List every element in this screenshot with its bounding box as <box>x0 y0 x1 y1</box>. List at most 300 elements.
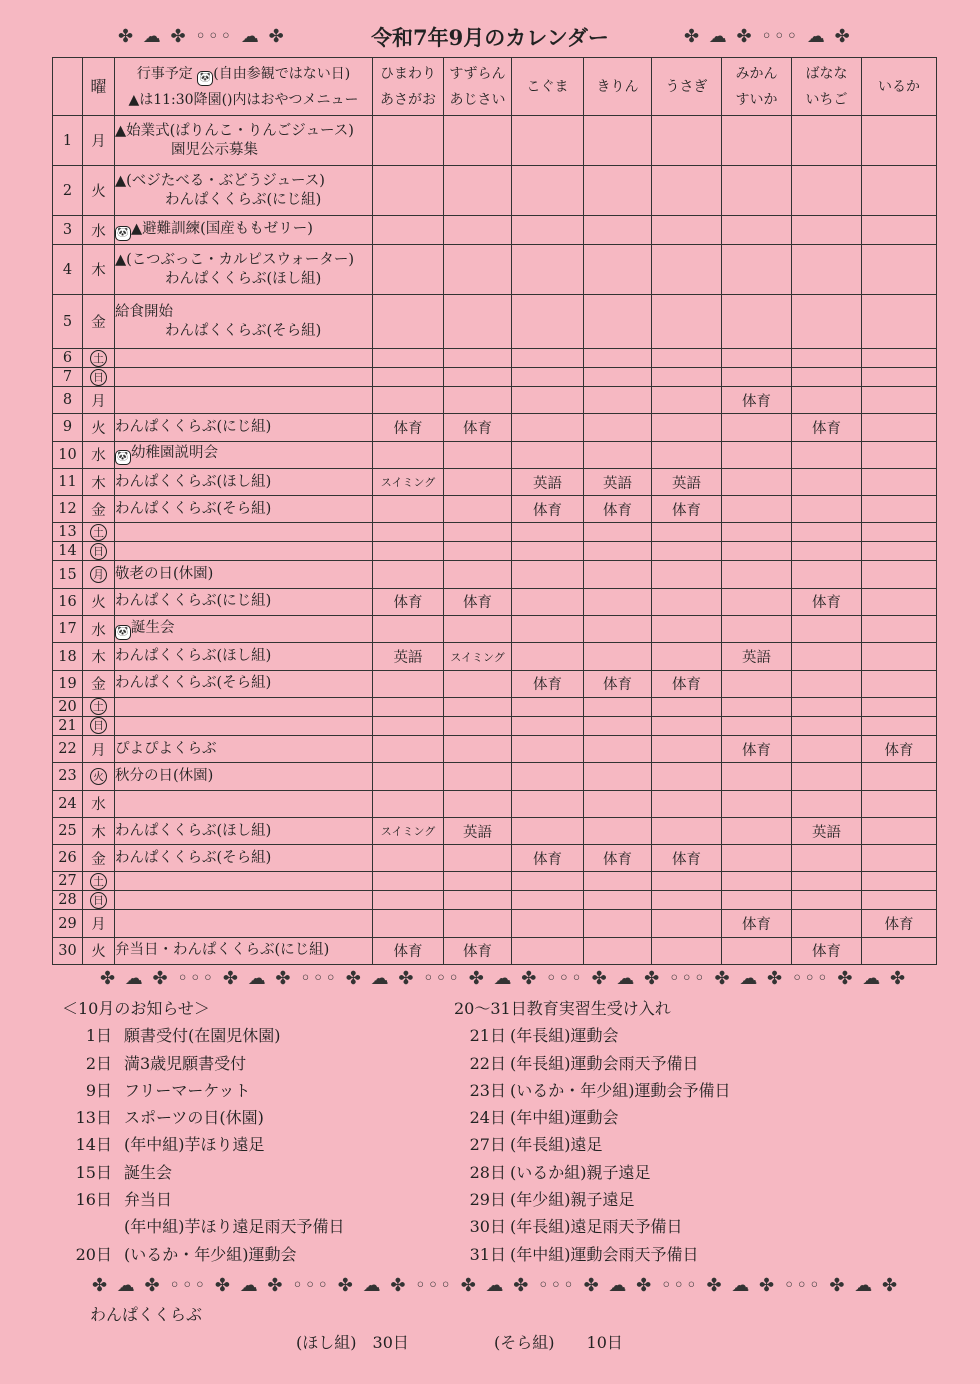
class-activity-cell <box>652 616 722 643</box>
day-number: 15 <box>53 561 83 588</box>
class-activity-cell <box>444 468 512 495</box>
day-number: 18 <box>53 643 83 670</box>
calendar-row <box>53 790 937 817</box>
weekday: 水 <box>83 790 115 817</box>
class-activity-cell <box>792 845 862 872</box>
class-activity-cell <box>512 790 584 817</box>
october-heading: ＜10月のお知らせ＞ <box>62 999 210 1018</box>
class-activity-cell <box>722 368 792 387</box>
class-activity-cell <box>722 937 792 964</box>
calendar-row <box>53 542 937 561</box>
class-activity-cell <box>373 670 444 697</box>
class-activity-cell: 体育 <box>444 588 512 615</box>
class-activity-cell <box>584 441 652 468</box>
class-activity-cell <box>792 368 862 387</box>
event-cell: わんぱくくらぶ(ほし組) <box>115 817 373 844</box>
class-activity-cell <box>584 735 652 762</box>
class-activity-cell: スイミング <box>373 468 444 495</box>
class-activity-cell <box>862 817 937 844</box>
class-activity-cell <box>792 790 862 817</box>
class-activity-cell: 体育 <box>373 588 444 615</box>
class-activity-cell <box>862 245 937 295</box>
class-activity-cell: 英語 <box>584 468 652 495</box>
class-activity-cell <box>584 414 652 441</box>
october-notice-item: 13日 スポーツの日(休園) <box>75 1108 264 1128</box>
weekday: 土 <box>83 349 115 368</box>
class-activity-cell <box>792 349 862 368</box>
day-number: 19 <box>53 670 83 697</box>
event-cell: ▲(こつぶっこ・カルピスウォーター) わんぱくくらぶ(ほし組) <box>115 245 373 295</box>
class-activity-cell <box>722 116 792 166</box>
class-activity-cell <box>584 817 652 844</box>
weekday: 金 <box>83 295 115 349</box>
calendar-row <box>53 763 937 790</box>
weekday: 木 <box>83 817 115 844</box>
october-notice-item: 14日 (年中組)芋ほり遠足 <box>75 1135 265 1155</box>
event-cell: わんぱくくらぶ(そら組) <box>115 670 373 697</box>
day-number: 24 <box>53 790 83 817</box>
class-activity-cell <box>652 295 722 349</box>
day-number: 6 <box>53 349 83 368</box>
class-activity-cell <box>722 349 792 368</box>
class-activity-cell <box>373 910 444 937</box>
class-activity-cell <box>792 763 862 790</box>
event-cell: わんぱくくらぶ(にじ組) <box>115 414 373 441</box>
panda-icon: 🐼 <box>197 71 213 86</box>
class-activity-cell <box>444 910 512 937</box>
class-activity-cell <box>444 542 512 561</box>
event-cell: 🐼 幼稚園説明会 <box>115 441 373 468</box>
class-header: ひまわり あさがお <box>373 58 444 116</box>
class-activity-cell <box>373 368 444 387</box>
calendar-row <box>53 166 937 216</box>
class-activity-cell <box>792 891 862 910</box>
class-activity-cell: 体育 <box>792 937 862 964</box>
class-activity-cell <box>722 817 792 844</box>
class-activity-cell <box>584 116 652 166</box>
calendar-row <box>53 387 937 414</box>
class-activity-cell <box>722 716 792 735</box>
class-activity-cell <box>652 735 722 762</box>
class-activity-cell <box>444 216 512 245</box>
class-activity-cell <box>652 790 722 817</box>
class-activity-cell: 体育 <box>373 937 444 964</box>
calendar-row <box>53 616 937 643</box>
clover-border-bottom: ✤ ☁ ✤ ◦◦◦ ✤ ☁ ✤ ◦◦◦ ✤ ☁ ✤ ◦◦◦ ✤ ☁ ✤ ◦◦◦ ✤ ☁ ✤ ◦◦◦ ✤ ☁ ✤ ◦◦◦ ✤ ☁ ✤ <box>92 1275 900 1296</box>
calendar-row <box>53 872 937 891</box>
class-activity-cell <box>792 716 862 735</box>
class-activity-cell <box>722 542 792 561</box>
day-number: 25 <box>53 817 83 844</box>
class-activity-cell <box>792 387 862 414</box>
class-activity-cell <box>652 817 722 844</box>
event-cell: 給食開始 わんぱくくらぶ(そら組) <box>115 295 373 349</box>
class-activity-cell <box>444 349 512 368</box>
class-activity-cell <box>584 542 652 561</box>
class-activity-cell: 体育 <box>584 845 652 872</box>
weekday: 月 <box>83 387 115 414</box>
class-activity-cell <box>792 697 862 716</box>
class-activity-cell <box>652 216 722 245</box>
day-number: 10 <box>53 441 83 468</box>
class-activity-cell <box>512 616 584 643</box>
event-cell: わんぱくくらぶ(そら組) <box>115 845 373 872</box>
class-activity-cell <box>584 349 652 368</box>
weekday: 月 <box>83 116 115 166</box>
class-activity-cell <box>792 441 862 468</box>
class-activity-cell <box>862 763 937 790</box>
calendar-row <box>53 468 937 495</box>
class-activity-cell <box>512 735 584 762</box>
weekday: 火 <box>83 166 115 216</box>
class-activity-cell: 体育 <box>792 414 862 441</box>
wanpaku-title: わんぱくくらぶ <box>90 1305 203 1324</box>
class-activity-cell <box>512 414 584 441</box>
class-activity-cell <box>584 561 652 588</box>
calendar-row <box>53 716 937 735</box>
class-activity-cell <box>373 295 444 349</box>
class-activity-cell <box>722 166 792 216</box>
calendar-row <box>53 295 937 349</box>
class-activity-cell <box>512 643 584 670</box>
class-activity-cell <box>652 891 722 910</box>
day-number-header <box>53 58 83 116</box>
day-number: 30 <box>53 937 83 964</box>
class-activity-cell: 体育 <box>584 496 652 523</box>
calendar-row <box>53 245 937 295</box>
october-notice-item: 1日 願書受付(在園児休園) <box>85 1026 281 1046</box>
class-activity-cell <box>584 523 652 542</box>
weekday: 木 <box>83 468 115 495</box>
class-activity-cell: 英語 <box>512 468 584 495</box>
class-activity-cell <box>652 588 722 615</box>
class-activity-cell <box>444 891 512 910</box>
event-cell <box>115 790 373 817</box>
class-header: いるか <box>862 58 937 116</box>
class-activity-cell <box>512 441 584 468</box>
class-activity-cell <box>722 245 792 295</box>
calendar-row <box>53 216 937 245</box>
class-activity-cell <box>444 872 512 891</box>
calendar-row <box>53 496 937 523</box>
class-activity-cell <box>652 349 722 368</box>
calendar-row <box>53 697 937 716</box>
calendar-row <box>53 735 937 762</box>
class-activity-cell <box>444 116 512 166</box>
day-number: 3 <box>53 216 83 245</box>
class-activity-cell <box>373 166 444 216</box>
weekday: 日 <box>83 368 115 387</box>
class-activity-cell <box>584 910 652 937</box>
class-activity-cell <box>584 295 652 349</box>
class-activity-cell <box>652 716 722 735</box>
october-notice-item: 23日 (いるか・年少組)運動会予備日 <box>469 1080 731 1100</box>
class-activity-cell <box>722 763 792 790</box>
class-activity-cell <box>792 523 862 542</box>
october-notice-item: 29日 (年少組)親子遠足 <box>469 1190 635 1210</box>
class-activity-cell <box>862 414 937 441</box>
class-activity-cell <box>652 368 722 387</box>
header-row <box>53 58 937 116</box>
october-notice-item: 15日 誕生会 <box>75 1162 173 1182</box>
day-number: 26 <box>53 845 83 872</box>
calendar-table <box>52 57 937 965</box>
class-activity-cell <box>862 523 937 542</box>
class-activity-cell <box>373 441 444 468</box>
day-number: 5 <box>53 295 83 349</box>
class-activity-cell: 体育 <box>512 670 584 697</box>
class-activity-cell <box>512 697 584 716</box>
event-header: 行事予定 🐼 (自由参観ではない日) ▲は11:30降園()内はおやつメニュー <box>115 58 373 116</box>
class-activity-cell <box>584 216 652 245</box>
class-activity-cell <box>862 697 937 716</box>
weekday: 月 <box>83 910 115 937</box>
event-cell: 秋分の日(休園) <box>115 763 373 790</box>
class-activity-cell <box>512 817 584 844</box>
class-activity-cell <box>792 216 862 245</box>
class-activity-cell <box>652 387 722 414</box>
class-activity-cell <box>512 166 584 216</box>
class-activity-cell <box>792 670 862 697</box>
class-activity-cell <box>373 735 444 762</box>
class-activity-cell <box>722 468 792 495</box>
clover-decoration-left: ✤ ☁ ✤ ◦◦◦ ☁ ✤ <box>118 26 286 47</box>
calendar-row <box>53 845 937 872</box>
class-activity-cell <box>722 295 792 349</box>
weekday: 金 <box>83 845 115 872</box>
event-cell: わんぱくくらぶ(ほし組) <box>115 643 373 670</box>
day-number: 14 <box>53 542 83 561</box>
class-activity-cell <box>652 245 722 295</box>
calendar-row <box>53 910 937 937</box>
class-activity-cell <box>652 542 722 561</box>
class-activity-cell <box>792 561 862 588</box>
class-activity-cell <box>512 937 584 964</box>
class-activity-cell <box>862 441 937 468</box>
weekday: 火 <box>83 937 115 964</box>
class-activity-cell <box>444 166 512 216</box>
class-activity-cell <box>722 616 792 643</box>
class-activity-cell <box>584 716 652 735</box>
calendar-row <box>53 414 937 441</box>
class-activity-cell <box>584 166 652 216</box>
class-activity-cell <box>722 414 792 441</box>
weekday: 日 <box>83 716 115 735</box>
class-activity-cell <box>373 716 444 735</box>
class-activity-cell <box>373 872 444 891</box>
class-activity-cell <box>862 166 937 216</box>
october-notice-item: 27日 (年長組)遠足 <box>469 1135 603 1155</box>
class-activity-cell <box>444 496 512 523</box>
event-cell <box>115 523 373 542</box>
day-number: 1 <box>53 116 83 166</box>
class-activity-cell <box>792 116 862 166</box>
day-number: 8 <box>53 387 83 414</box>
weekday: 土 <box>83 697 115 716</box>
class-activity-cell: 体育 <box>652 845 722 872</box>
class-activity-cell <box>584 368 652 387</box>
class-activity-cell <box>862 368 937 387</box>
class-activity-cell <box>652 763 722 790</box>
day-number: 13 <box>53 523 83 542</box>
class-activity-cell <box>444 441 512 468</box>
october-notice-item: 9日 フリーマーケット <box>85 1080 251 1100</box>
class-activity-cell <box>862 349 937 368</box>
october-notice-item: 2日 満3歳児願書受付 <box>85 1053 247 1073</box>
class-activity-cell <box>444 368 512 387</box>
class-activity-cell <box>862 937 937 964</box>
panda-icon: 🐼 <box>115 625 131 640</box>
calendar-row <box>53 561 937 588</box>
day-number: 23 <box>53 763 83 790</box>
day-number: 29 <box>53 910 83 937</box>
class-header: ばなな いちご <box>792 58 862 116</box>
class-activity-cell <box>512 542 584 561</box>
class-activity-cell <box>512 368 584 387</box>
class-activity-cell <box>722 670 792 697</box>
class-activity-cell <box>652 523 722 542</box>
class-activity-cell <box>862 643 937 670</box>
weekday: 日 <box>83 542 115 561</box>
class-activity-cell <box>373 616 444 643</box>
class-activity-cell <box>722 496 792 523</box>
class-activity-cell <box>512 295 584 349</box>
day-number: 17 <box>53 616 83 643</box>
class-activity-cell: 体育 <box>652 496 722 523</box>
class-activity-cell <box>584 616 652 643</box>
class-activity-cell <box>792 245 862 295</box>
class-activity-cell <box>444 523 512 542</box>
class-activity-cell: 英語 <box>722 643 792 670</box>
event-cell <box>115 542 373 561</box>
calendar-row <box>53 349 937 368</box>
class-activity-cell <box>512 910 584 937</box>
class-activity-cell: 体育 <box>584 670 652 697</box>
class-activity-cell <box>584 891 652 910</box>
class-activity-cell <box>652 697 722 716</box>
panda-icon: 🐼 <box>115 226 131 241</box>
event-cell <box>115 368 373 387</box>
class-activity-cell <box>512 216 584 245</box>
event-cell: ぴよぴよくらぶ <box>115 735 373 762</box>
event-cell <box>115 891 373 910</box>
class-activity-cell: 英語 <box>652 468 722 495</box>
october-notice-item: 28日 (いるか組)親子遠足 <box>469 1162 651 1182</box>
weekday: 火 <box>83 588 115 615</box>
class-activity-cell <box>792 872 862 891</box>
class-activity-cell <box>722 561 792 588</box>
class-activity-cell <box>584 937 652 964</box>
calendar-row <box>53 643 937 670</box>
day-number: 22 <box>53 735 83 762</box>
class-activity-cell <box>792 468 862 495</box>
class-activity-cell: 英語 <box>373 643 444 670</box>
class-activity-cell <box>862 872 937 891</box>
event-cell: 弁当日・わんぱくくらぶ(にじ組) <box>115 937 373 964</box>
class-activity-cell <box>584 697 652 716</box>
class-activity-cell <box>652 116 722 166</box>
weekday: 水 <box>83 441 115 468</box>
class-activity-cell <box>652 561 722 588</box>
weekday: 月 <box>83 561 115 588</box>
event-cell <box>115 716 373 735</box>
wanpaku-hoshi: (ほし組) 30日 <box>296 1333 409 1352</box>
october-notice-item: 24日 (年中組)運動会 <box>469 1108 619 1128</box>
weekday: 日 <box>83 891 115 910</box>
class-activity-cell <box>792 910 862 937</box>
class-activity-cell <box>722 891 792 910</box>
class-header: きりん <box>584 58 652 116</box>
weekday: 月 <box>83 735 115 762</box>
calendar-row <box>53 116 937 166</box>
class-activity-cell: 体育 <box>652 670 722 697</box>
class-activity-cell <box>862 295 937 349</box>
class-activity-cell <box>792 643 862 670</box>
class-activity-cell <box>444 845 512 872</box>
class-activity-cell <box>862 468 937 495</box>
class-header: こぐま <box>512 58 584 116</box>
class-activity-cell <box>584 790 652 817</box>
class-activity-cell <box>444 561 512 588</box>
class-activity-cell <box>862 790 937 817</box>
october-notices-right <box>454 995 731 1268</box>
day-number: 4 <box>53 245 83 295</box>
class-activity-cell <box>722 441 792 468</box>
class-activity-cell <box>373 763 444 790</box>
class-activity-cell <box>373 387 444 414</box>
class-activity-cell <box>373 845 444 872</box>
class-activity-cell <box>512 116 584 166</box>
class-activity-cell <box>444 716 512 735</box>
class-activity-cell <box>512 349 584 368</box>
class-activity-cell <box>584 245 652 295</box>
calendar-row <box>53 817 937 844</box>
class-activity-cell <box>722 697 792 716</box>
class-activity-cell <box>652 166 722 216</box>
class-activity-cell <box>792 295 862 349</box>
event-cell: 敬老の日(休園) <box>115 561 373 588</box>
class-activity-cell <box>373 349 444 368</box>
class-activity-cell <box>652 643 722 670</box>
class-activity-cell <box>652 872 722 891</box>
class-activity-cell <box>373 523 444 542</box>
class-activity-cell: 体育 <box>862 910 937 937</box>
weekday: 木 <box>83 245 115 295</box>
october-notices-left <box>62 995 345 1268</box>
october-notice-item: 16日 弁当日 <box>75 1190 173 1210</box>
class-activity-cell <box>444 697 512 716</box>
class-activity-cell: 体育 <box>722 387 792 414</box>
page-title: 令和7年9月のカレンダー <box>371 25 609 50</box>
weekday-header: 曜 <box>83 58 115 116</box>
day-number: 16 <box>53 588 83 615</box>
weekday: 土 <box>83 872 115 891</box>
class-activity-cell: 英語 <box>444 817 512 844</box>
class-header: みかん すいか <box>722 58 792 116</box>
class-activity-cell <box>512 561 584 588</box>
weekday: 木 <box>83 643 115 670</box>
weekday: 水 <box>83 616 115 643</box>
day-number: 12 <box>53 496 83 523</box>
day-number: 20 <box>53 697 83 716</box>
october-notice-item: 20日 (いるか・年少組)運動会 <box>75 1244 297 1264</box>
class-activity-cell: 体育 <box>512 845 584 872</box>
class-activity-cell <box>862 891 937 910</box>
class-activity-cell <box>722 216 792 245</box>
class-activity-cell <box>792 496 862 523</box>
practicum-notice: 20～31日教育実習生受け入れ <box>454 999 671 1018</box>
calendar-row <box>53 523 937 542</box>
